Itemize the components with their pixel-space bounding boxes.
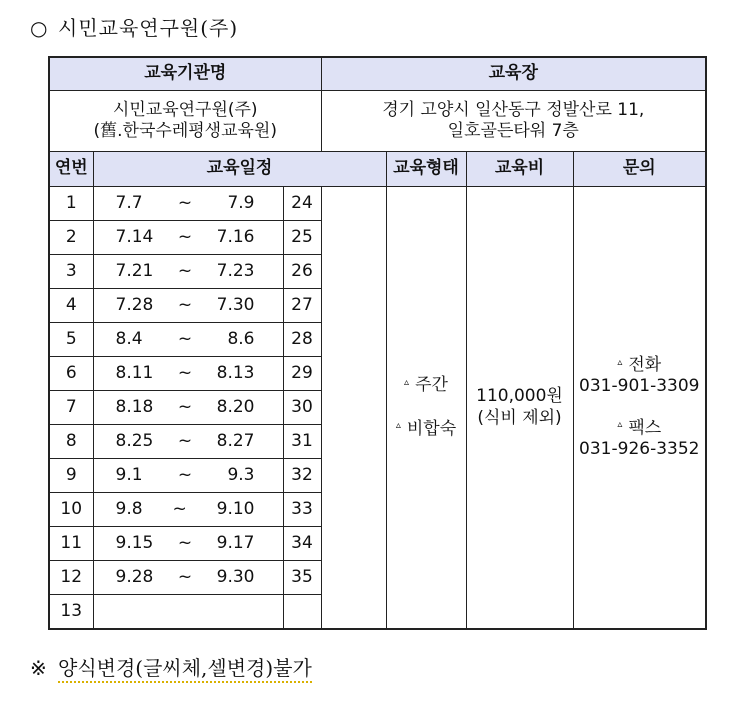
row-session	[283, 595, 321, 630]
schedule-separator: ~	[177, 566, 193, 587]
row-number: 7	[49, 391, 93, 425]
location-building: 일호골든타워 7층	[447, 121, 579, 141]
row-session: 29	[283, 357, 321, 391]
schedule-separator: ~	[177, 226, 193, 247]
schedule-separator: ~	[177, 260, 193, 281]
row-schedule	[93, 221, 283, 255]
schedule-start: 7.14	[115, 226, 154, 247]
heading-bullet: ○	[30, 16, 49, 40]
row-number: 13	[49, 595, 93, 630]
row-session: 28	[283, 323, 321, 357]
col-header-type: 교육형태	[386, 152, 466, 187]
triangle-bullet-icon: ▵	[617, 356, 623, 368]
empty-cell	[321, 187, 386, 630]
schedule-start: 7.7	[115, 192, 143, 213]
schedule-separator: ~	[177, 328, 193, 349]
type-daytime: 주간	[415, 375, 448, 396]
institution-cell	[49, 91, 321, 152]
schedule-end: 8.20	[216, 396, 255, 417]
schedule-start: 7.28	[115, 294, 154, 315]
row-session: 32	[283, 459, 321, 493]
row-number: 5	[49, 323, 93, 357]
schedule-separator: ~	[177, 294, 193, 315]
schedule-start: 9.8	[115, 498, 143, 519]
triangle-bullet-icon: ▵	[404, 377, 410, 388]
row-schedule	[93, 391, 283, 425]
contact-cell	[573, 187, 706, 630]
header-institution: 교육기관명	[49, 57, 321, 91]
schedule-end: 8.13	[216, 362, 255, 383]
schedule-start: 9.15	[115, 532, 154, 553]
schedule-separator: ~	[177, 430, 193, 451]
schedule-separator: ~	[177, 532, 193, 553]
row-schedule	[93, 493, 283, 527]
reference-mark: ※	[30, 656, 47, 680]
row-number: 8	[49, 425, 93, 459]
header-location: 교육장	[321, 57, 706, 91]
schedule-end: 9.30	[216, 566, 255, 587]
schedule-end: 7.30	[216, 294, 255, 315]
institution-name: 시민교육연구원(주)	[112, 99, 258, 120]
institution-former-name: (舊.한국수레평생교육원)	[93, 121, 277, 141]
row-session: 25	[283, 221, 321, 255]
schedule-end: 7.23	[216, 260, 255, 281]
col-header-contact: 문의	[573, 152, 706, 187]
row-number: 6	[49, 357, 93, 391]
row-number: 4	[49, 289, 93, 323]
row-number: 12	[49, 561, 93, 595]
location-address: 경기 고양시 일산동구 정발산로 11,	[382, 99, 645, 120]
row-session: 26	[283, 255, 321, 289]
triangle-bullet-icon: ▵	[617, 419, 623, 431]
schedule-separator: ~	[177, 396, 193, 417]
schedule-separator: ~	[177, 362, 193, 383]
schedule-end: 9.3	[227, 464, 255, 485]
row-schedule	[93, 561, 283, 595]
row-session: 33	[283, 493, 321, 527]
schedule-start: 8.25	[115, 430, 154, 451]
row-number: 1	[49, 187, 93, 221]
col-header-fee: 교육비	[466, 152, 573, 187]
row-schedule	[93, 255, 283, 289]
training-table	[48, 56, 707, 630]
row-session: 27	[283, 289, 321, 323]
table-row	[49, 187, 706, 221]
schedule-separator: ~	[172, 498, 187, 519]
location-cell	[321, 91, 706, 152]
type-non-residential: 비합숙	[406, 418, 457, 439]
row-number: 2	[49, 221, 93, 255]
heading-title: 시민교육연구원(주)	[58, 16, 239, 40]
fee-note: (식비 제외)	[477, 407, 562, 428]
phone-label: 전화	[628, 355, 662, 375]
row-session: 34	[283, 527, 321, 561]
schedule-end: 9.17	[216, 532, 255, 553]
row-schedule	[93, 425, 283, 459]
fee-amount: 110,000원	[476, 386, 563, 407]
schedule-separator: ~	[177, 464, 193, 485]
phone-number: 031-901-3309	[579, 376, 700, 397]
schedule-end: 7.16	[216, 226, 255, 247]
row-number: 10	[49, 493, 93, 527]
schedule-start: 7.21	[115, 260, 154, 281]
row-schedule	[93, 323, 283, 357]
row-schedule	[93, 187, 283, 221]
triangle-bullet-icon: ▵	[395, 420, 401, 432]
row-schedule	[93, 289, 283, 323]
fax-number: 031-926-3352	[579, 438, 700, 459]
schedule-start: 8.11	[115, 362, 154, 383]
training-type-cell	[386, 187, 466, 630]
col-header-schedule: 교육일정	[93, 152, 386, 187]
fee-cell	[466, 187, 573, 630]
schedule-start: 9.1	[115, 464, 143, 485]
schedule-end: 9.10	[216, 498, 255, 519]
row-session: 30	[283, 391, 321, 425]
row-schedule	[93, 357, 283, 391]
row-session: 35	[283, 561, 321, 595]
schedule-end: 8.27	[216, 430, 255, 451]
row-schedule	[93, 595, 283, 630]
row-schedule	[93, 459, 283, 493]
footer-note	[30, 652, 312, 681]
schedule-end: 7.9	[227, 192, 255, 213]
schedule-start: 9.28	[115, 566, 154, 587]
schedule-start: 8.18	[115, 396, 154, 417]
row-schedule	[93, 527, 283, 561]
schedule-end: 8.6	[227, 328, 255, 349]
fax-label: 팩스	[628, 417, 662, 438]
footer-text: 양식변경(글씨체,셀변경)불가	[58, 656, 312, 683]
schedule-separator: ~	[177, 192, 193, 213]
row-number: 11	[49, 527, 93, 561]
row-number: 9	[49, 459, 93, 493]
col-header-no: 연번	[49, 152, 93, 187]
section-heading	[30, 12, 238, 41]
row-session: 24	[283, 187, 321, 221]
schedule-start: 8.4	[115, 328, 143, 349]
row-session: 31	[283, 425, 321, 459]
row-number: 3	[49, 255, 93, 289]
